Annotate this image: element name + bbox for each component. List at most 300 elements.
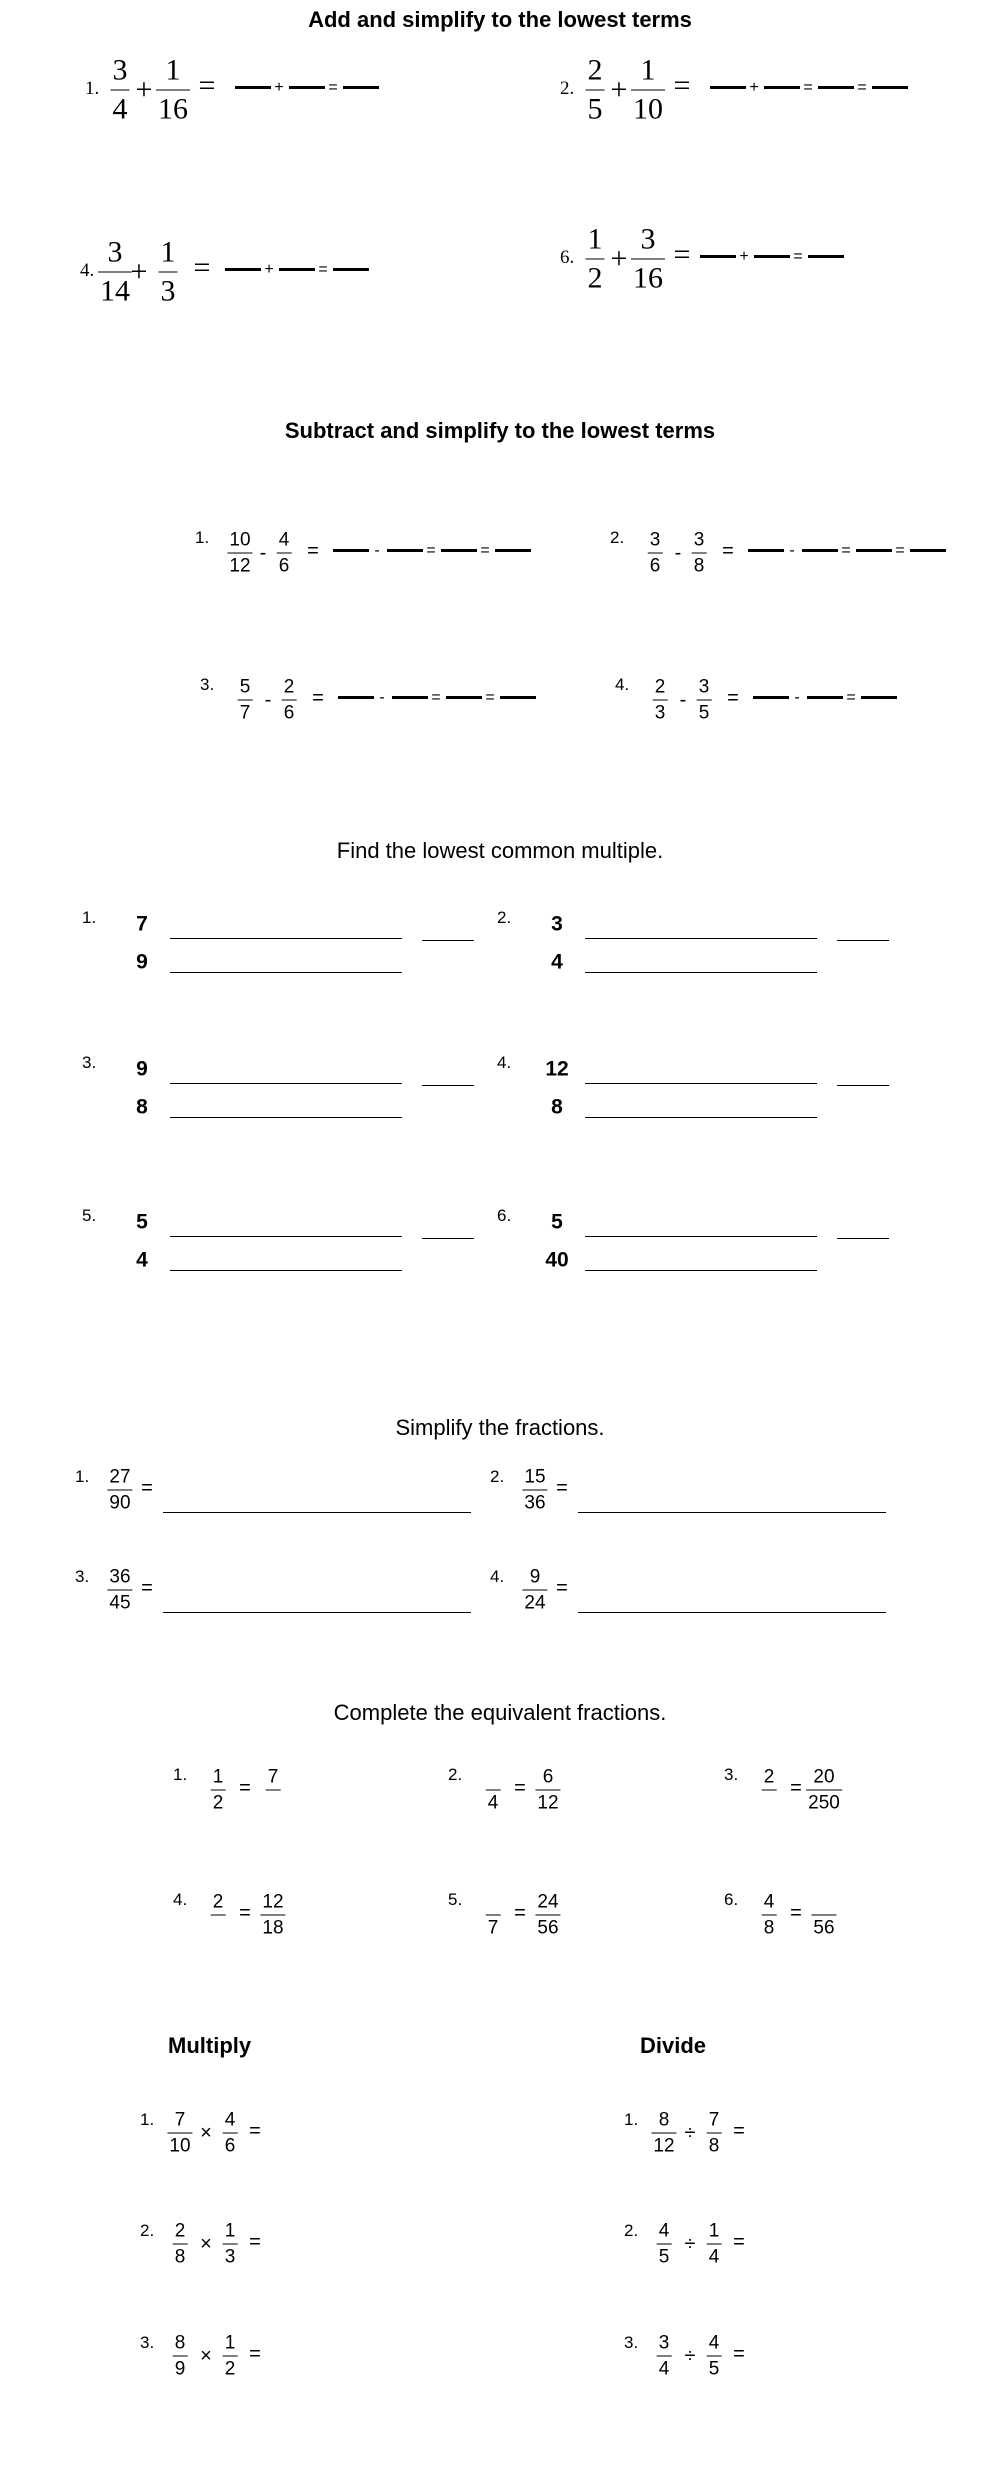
numerator: 7	[174, 2109, 186, 2131]
operator: =	[857, 79, 867, 96]
fraction	[653, 678, 668, 723]
answer-line[interactable]	[837, 940, 889, 941]
number-a: 5	[551, 1210, 563, 1234]
operator: =	[841, 542, 851, 559]
answer-line[interactable]	[837, 1238, 889, 1239]
equals-sign: =	[307, 540, 319, 562]
fraction	[697, 678, 712, 723]
operator: =	[480, 542, 490, 559]
numerator: 10	[229, 529, 251, 551]
number-a: 7	[136, 912, 148, 936]
fraction	[156, 53, 190, 126]
answer-blank[interactable]	[446, 696, 482, 699]
fraction	[651, 2111, 676, 2156]
fraction-bar	[156, 90, 190, 91]
denominator	[762, 1794, 777, 1813]
numerator: 1	[212, 1766, 224, 1788]
numerator: 3	[698, 676, 710, 698]
numerator: 1	[224, 2332, 236, 2354]
numerator: 12	[262, 1891, 284, 1913]
numerator: 1	[165, 53, 181, 87]
answer-blank[interactable]	[807, 696, 843, 699]
problem-number: 2.	[490, 1467, 505, 1486]
fraction	[586, 53, 605, 126]
operator: -	[789, 542, 795, 559]
problem-number: 4.	[615, 675, 630, 694]
numerator: 3	[112, 53, 128, 87]
fraction-bar	[107, 1490, 132, 1491]
fraction	[277, 531, 292, 576]
answer-line[interactable]	[170, 1117, 402, 1118]
numerator: 4	[708, 2332, 720, 2354]
answer-line[interactable]	[170, 1270, 402, 1271]
denominator	[211, 1919, 226, 1938]
fraction	[631, 222, 665, 295]
answer-blank[interactable]	[753, 696, 789, 699]
operator: =	[426, 542, 436, 559]
problem-number: 1.	[82, 908, 97, 927]
answer-line[interactable]	[422, 940, 474, 941]
answer-blank[interactable]	[861, 696, 897, 699]
answer-line[interactable]	[422, 1238, 474, 1239]
fraction-bar	[806, 1790, 842, 1791]
fraction-bar	[707, 2244, 722, 2245]
fraction-bar	[762, 1915, 777, 1916]
numerator: 1	[640, 53, 656, 87]
numerator: 2	[763, 1766, 775, 1788]
answer-line[interactable]	[578, 1512, 886, 1513]
fraction-bar	[522, 1590, 547, 1591]
fraction-bar	[657, 2356, 672, 2357]
fraction	[211, 1768, 226, 1813]
equals-sign: =	[727, 687, 739, 709]
denominator: 2	[587, 261, 603, 295]
equals-sign: =	[312, 687, 324, 709]
numerator: 1	[587, 222, 603, 256]
denominator: 6	[283, 702, 295, 724]
fraction-bar	[260, 1915, 285, 1916]
answer-blank[interactable]	[872, 86, 908, 89]
equals-sign: =	[722, 540, 734, 562]
number-b: 4	[136, 1248, 148, 1272]
fraction-bar	[631, 90, 665, 91]
denominator: 24	[524, 1592, 546, 1614]
operator: -	[259, 542, 267, 564]
answer-blank[interactable]	[333, 549, 369, 552]
numerator: 2	[174, 2220, 186, 2242]
operator: ÷	[684, 2345, 696, 2367]
fraction-bar	[266, 1790, 281, 1791]
fraction	[173, 2334, 188, 2379]
fraction-bar	[282, 700, 297, 701]
numerator: 4	[278, 529, 290, 551]
fraction-bar	[223, 2244, 238, 2245]
problem-number: 6.	[497, 1206, 512, 1225]
problem-number: 3.	[75, 1567, 90, 1586]
fraction	[522, 1468, 547, 1513]
answer-blank[interactable]	[235, 86, 271, 89]
fraction-bar	[586, 90, 605, 91]
fraction	[522, 1568, 547, 1613]
denominator: 4	[112, 92, 128, 126]
fraction	[486, 1768, 501, 1813]
fraction-bar	[535, 1915, 560, 1916]
section-title-subtract: Subtract and simplify to the lowest terms	[284, 418, 716, 443]
answer-blank[interactable]	[289, 86, 325, 89]
fraction	[260, 1893, 285, 1938]
fraction-bar	[277, 553, 292, 554]
denominator: 3	[654, 702, 666, 724]
fraction-bar	[167, 2133, 192, 2134]
denominator: 8	[763, 1917, 775, 1939]
fraction-bar	[631, 259, 665, 260]
fraction	[707, 2222, 722, 2267]
answer-blank[interactable]	[748, 549, 784, 552]
problem-number: 4.	[497, 1053, 512, 1072]
fraction	[227, 531, 252, 576]
denominator: 5	[658, 2246, 670, 2268]
operator: ÷	[684, 2122, 696, 2144]
number-a: 5	[136, 1210, 148, 1234]
fraction-bar	[762, 1790, 777, 1791]
fraction	[223, 2334, 238, 2379]
denominator: 12	[537, 1792, 559, 1814]
operator: ×	[200, 2345, 212, 2367]
denominator: 18	[262, 1917, 284, 1939]
fraction	[707, 2111, 722, 2156]
equals-sign: =	[141, 1577, 153, 1599]
operator: =	[846, 689, 856, 706]
denominator: 56	[813, 1917, 835, 1939]
problem-number: 5.	[82, 1206, 97, 1225]
answer-blank[interactable]	[387, 549, 423, 552]
answer-line[interactable]	[170, 1083, 402, 1084]
answer-blank[interactable]	[802, 549, 838, 552]
answer-blank[interactable]	[441, 549, 477, 552]
numerator: 2	[587, 53, 603, 87]
fraction-bar	[586, 259, 605, 260]
denominator: 45	[109, 1592, 131, 1614]
denominator: 250	[808, 1792, 840, 1814]
problem-number: 1.	[173, 1765, 188, 1784]
answer-blank[interactable]	[495, 549, 531, 552]
numerator: 27	[109, 1466, 131, 1488]
fraction	[223, 2222, 238, 2267]
number-b: 8	[136, 1095, 148, 1119]
fraction-bar	[111, 90, 130, 91]
numerator: 7	[267, 1766, 279, 1788]
answer-line[interactable]	[422, 1085, 474, 1086]
numerator: 3	[649, 529, 661, 551]
answer-blank[interactable]	[754, 255, 790, 258]
fraction-bar	[648, 553, 663, 554]
fraction-bar	[697, 700, 712, 701]
answer-line[interactable]	[170, 1236, 402, 1237]
answer-line[interactable]	[837, 1085, 889, 1086]
fraction	[223, 2111, 238, 2156]
operator: =	[485, 689, 495, 706]
operator: +	[739, 248, 749, 265]
denominator: 90	[109, 1492, 131, 1514]
answer-blank[interactable]	[700, 255, 736, 258]
numerator: 3	[693, 529, 705, 551]
fraction-bar	[238, 700, 253, 701]
fraction	[98, 235, 132, 308]
numerator: 9	[529, 1566, 541, 1588]
numerator: 1	[160, 235, 176, 269]
fraction-bar	[811, 1915, 836, 1916]
fraction	[159, 235, 178, 308]
fraction	[535, 1768, 560, 1813]
denominator: 8	[693, 555, 705, 577]
answer-blank[interactable]	[856, 549, 892, 552]
equals-sign: =	[790, 1777, 802, 1799]
numerator: 6	[542, 1766, 554, 1788]
operator: -	[379, 689, 385, 706]
numerator: 1	[224, 2220, 236, 2242]
number-b: 4	[551, 950, 563, 974]
denominator: 4	[658, 2358, 670, 2380]
operator: +	[749, 79, 759, 96]
numerator: 4	[763, 1891, 775, 1913]
denominator: 2	[212, 1792, 224, 1814]
answer-blank[interactable]	[338, 696, 374, 699]
numerator: 2	[212, 1891, 224, 1913]
section-title-simplify: Simplify the fractions.	[395, 1415, 605, 1440]
fraction	[211, 1893, 226, 1938]
number-b: 9	[136, 950, 148, 974]
fraction	[282, 678, 297, 723]
problem-number: 4.	[490, 1567, 505, 1586]
answer-blank[interactable]	[818, 86, 854, 89]
problem-number: 2.	[140, 2221, 155, 2240]
numerator: 24	[537, 1891, 559, 1913]
fraction-bar	[227, 553, 252, 554]
numerator: 15	[524, 1466, 546, 1488]
problem-number: 5.	[448, 1890, 463, 1909]
fraction-bar	[223, 2356, 238, 2357]
answer-line[interactable]	[585, 938, 817, 939]
answer-line[interactable]	[585, 1117, 817, 1118]
number-a: 12	[545, 1057, 569, 1081]
answer-blank[interactable]	[808, 255, 844, 258]
denominator: 5	[708, 2358, 720, 2380]
equals-sign: =	[249, 2343, 261, 2365]
numerator: 4	[658, 2220, 670, 2242]
denominator: 16	[158, 92, 188, 126]
denominator: 12	[653, 2135, 675, 2157]
fraction-bar	[692, 553, 707, 554]
operator: =	[793, 248, 803, 265]
answer-line[interactable]	[163, 1612, 471, 1613]
denominator: 36	[524, 1492, 546, 1514]
fraction	[535, 1893, 560, 1938]
fraction-bar	[657, 2244, 672, 2245]
numerator: 2	[283, 676, 295, 698]
denominator: 4	[487, 1792, 499, 1814]
fraction	[173, 2222, 188, 2267]
problem-number: 3.	[200, 675, 215, 694]
fraction-bar	[707, 2133, 722, 2134]
problem-number: 1.	[75, 1467, 90, 1486]
denominator: 7	[239, 702, 251, 724]
section-title-equivalent: Complete the equivalent fractions.	[333, 1700, 667, 1725]
operator: =	[895, 542, 905, 559]
problem-number: 1.	[624, 2110, 639, 2129]
denominator: 3	[160, 274, 176, 308]
answer-line[interactable]	[578, 1612, 886, 1613]
fraction	[238, 678, 253, 723]
fraction-bar	[223, 2133, 238, 2134]
denominator: 3	[224, 2246, 236, 2268]
equals-sign: =	[556, 1577, 568, 1599]
equals-sign: =	[193, 251, 211, 284]
denominator: 5	[698, 702, 710, 724]
numerator: 2	[654, 676, 666, 698]
denominator: 56	[537, 1917, 559, 1939]
equals-sign: =	[790, 1902, 802, 1924]
problem-number: 6.	[560, 247, 575, 268]
numerator: 8	[658, 2109, 670, 2131]
denominator	[266, 1794, 281, 1813]
fraction	[811, 1893, 836, 1938]
fraction-bar	[98, 272, 132, 273]
problem-number: 1.	[140, 2110, 155, 2129]
answer-line[interactable]	[585, 972, 817, 973]
fraction-bar	[653, 700, 668, 701]
numerator	[486, 1768, 501, 1787]
problem-number: 2.	[624, 2221, 639, 2240]
numerator: 4	[224, 2109, 236, 2131]
equals-sign: =	[514, 1902, 526, 1924]
equals-sign: =	[239, 1902, 251, 1924]
equals-sign: =	[733, 2231, 745, 2253]
problem-number: 3.	[624, 2333, 639, 2352]
number-a: 9	[136, 1057, 148, 1081]
operator: +	[274, 79, 284, 96]
fraction-bar	[107, 1590, 132, 1591]
fraction-bar	[159, 272, 178, 273]
answer-blank[interactable]	[225, 268, 261, 271]
fraction-bar	[486, 1790, 501, 1791]
fraction	[657, 2222, 672, 2267]
denominator: 8	[174, 2246, 186, 2268]
numerator: 3	[640, 222, 656, 256]
numerator: 3	[107, 235, 123, 269]
problem-number: 1.	[85, 78, 100, 99]
answer-line[interactable]	[170, 972, 402, 973]
operator: =	[328, 79, 338, 96]
denominator: 10	[169, 2135, 191, 2157]
answer-line[interactable]	[170, 938, 402, 939]
answer-blank[interactable]	[343, 86, 379, 89]
fraction	[648, 531, 663, 576]
denominator: 6	[278, 555, 290, 577]
denominator: 4	[708, 2246, 720, 2268]
denominator: 2	[224, 2358, 236, 2380]
equals-sign: =	[249, 2120, 261, 2142]
number-a: 3	[551, 912, 563, 936]
fraction	[631, 53, 665, 126]
section-title-lcm: Find the lowest common multiple.	[336, 838, 664, 863]
answer-line[interactable]	[585, 1236, 817, 1237]
answer-blank[interactable]	[333, 268, 369, 271]
operator: -	[794, 689, 800, 706]
numerator: 8	[174, 2332, 186, 2354]
numerator	[817, 1893, 832, 1912]
operator: +	[610, 242, 628, 275]
answer-blank[interactable]	[392, 696, 428, 699]
operator: =	[431, 689, 441, 706]
operator: -	[674, 542, 682, 564]
denominator: 12	[229, 555, 251, 577]
answer-blank[interactable]	[710, 86, 746, 89]
fraction	[107, 1568, 132, 1613]
denominator: 6	[224, 2135, 236, 2157]
equals-sign: =	[673, 238, 691, 271]
answer-blank[interactable]	[764, 86, 800, 89]
operator: -	[374, 542, 380, 559]
answer-line[interactable]	[585, 1270, 817, 1271]
number-b: 40	[545, 1248, 569, 1272]
fraction-bar	[211, 1790, 226, 1791]
problem-number: 2.	[610, 528, 625, 547]
denominator: 9	[174, 2358, 186, 2380]
operator: +	[135, 73, 153, 106]
section-title-add: Add and simplify to the lowest terms	[308, 7, 692, 32]
fraction	[692, 531, 707, 576]
operator: +	[610, 73, 628, 106]
problem-number: 2.	[497, 908, 512, 927]
numerator: 7	[708, 2109, 720, 2131]
problem-number: 4.	[173, 1890, 188, 1909]
fraction	[762, 1768, 777, 1813]
fraction	[486, 1893, 501, 1938]
fraction	[762, 1893, 777, 1938]
operator: =	[803, 79, 813, 96]
equals-sign: =	[673, 69, 691, 102]
denominator: 5	[587, 92, 603, 126]
answer-blank[interactable]	[910, 549, 946, 552]
numerator: 5	[239, 676, 251, 698]
fraction-bar	[486, 1915, 501, 1916]
answer-blank[interactable]	[500, 696, 536, 699]
denominator: 8	[708, 2135, 720, 2157]
fraction-bar	[173, 2356, 188, 2357]
answer-line[interactable]	[163, 1512, 471, 1513]
fraction	[111, 53, 130, 126]
equals-sign: =	[514, 1777, 526, 1799]
problem-number: 3.	[140, 2333, 155, 2352]
numerator	[486, 1893, 501, 1912]
operator: -	[264, 689, 272, 711]
fraction-bar	[173, 2244, 188, 2245]
fraction-bar	[651, 2133, 676, 2134]
numerator: 20	[813, 1766, 835, 1788]
answer-blank[interactable]	[279, 268, 315, 271]
operator: -	[679, 689, 687, 711]
denominator: 6	[649, 555, 661, 577]
equals-sign: =	[198, 69, 216, 102]
problem-number: 1.	[195, 528, 210, 547]
denominator: 14	[100, 274, 130, 308]
problem-number: 3.	[724, 1765, 739, 1784]
denominator: 7	[487, 1917, 499, 1939]
equals-sign: =	[239, 1777, 251, 1799]
numerator: 3	[658, 2332, 670, 2354]
numerator: 36	[109, 1566, 131, 1588]
answer-line[interactable]	[585, 1083, 817, 1084]
